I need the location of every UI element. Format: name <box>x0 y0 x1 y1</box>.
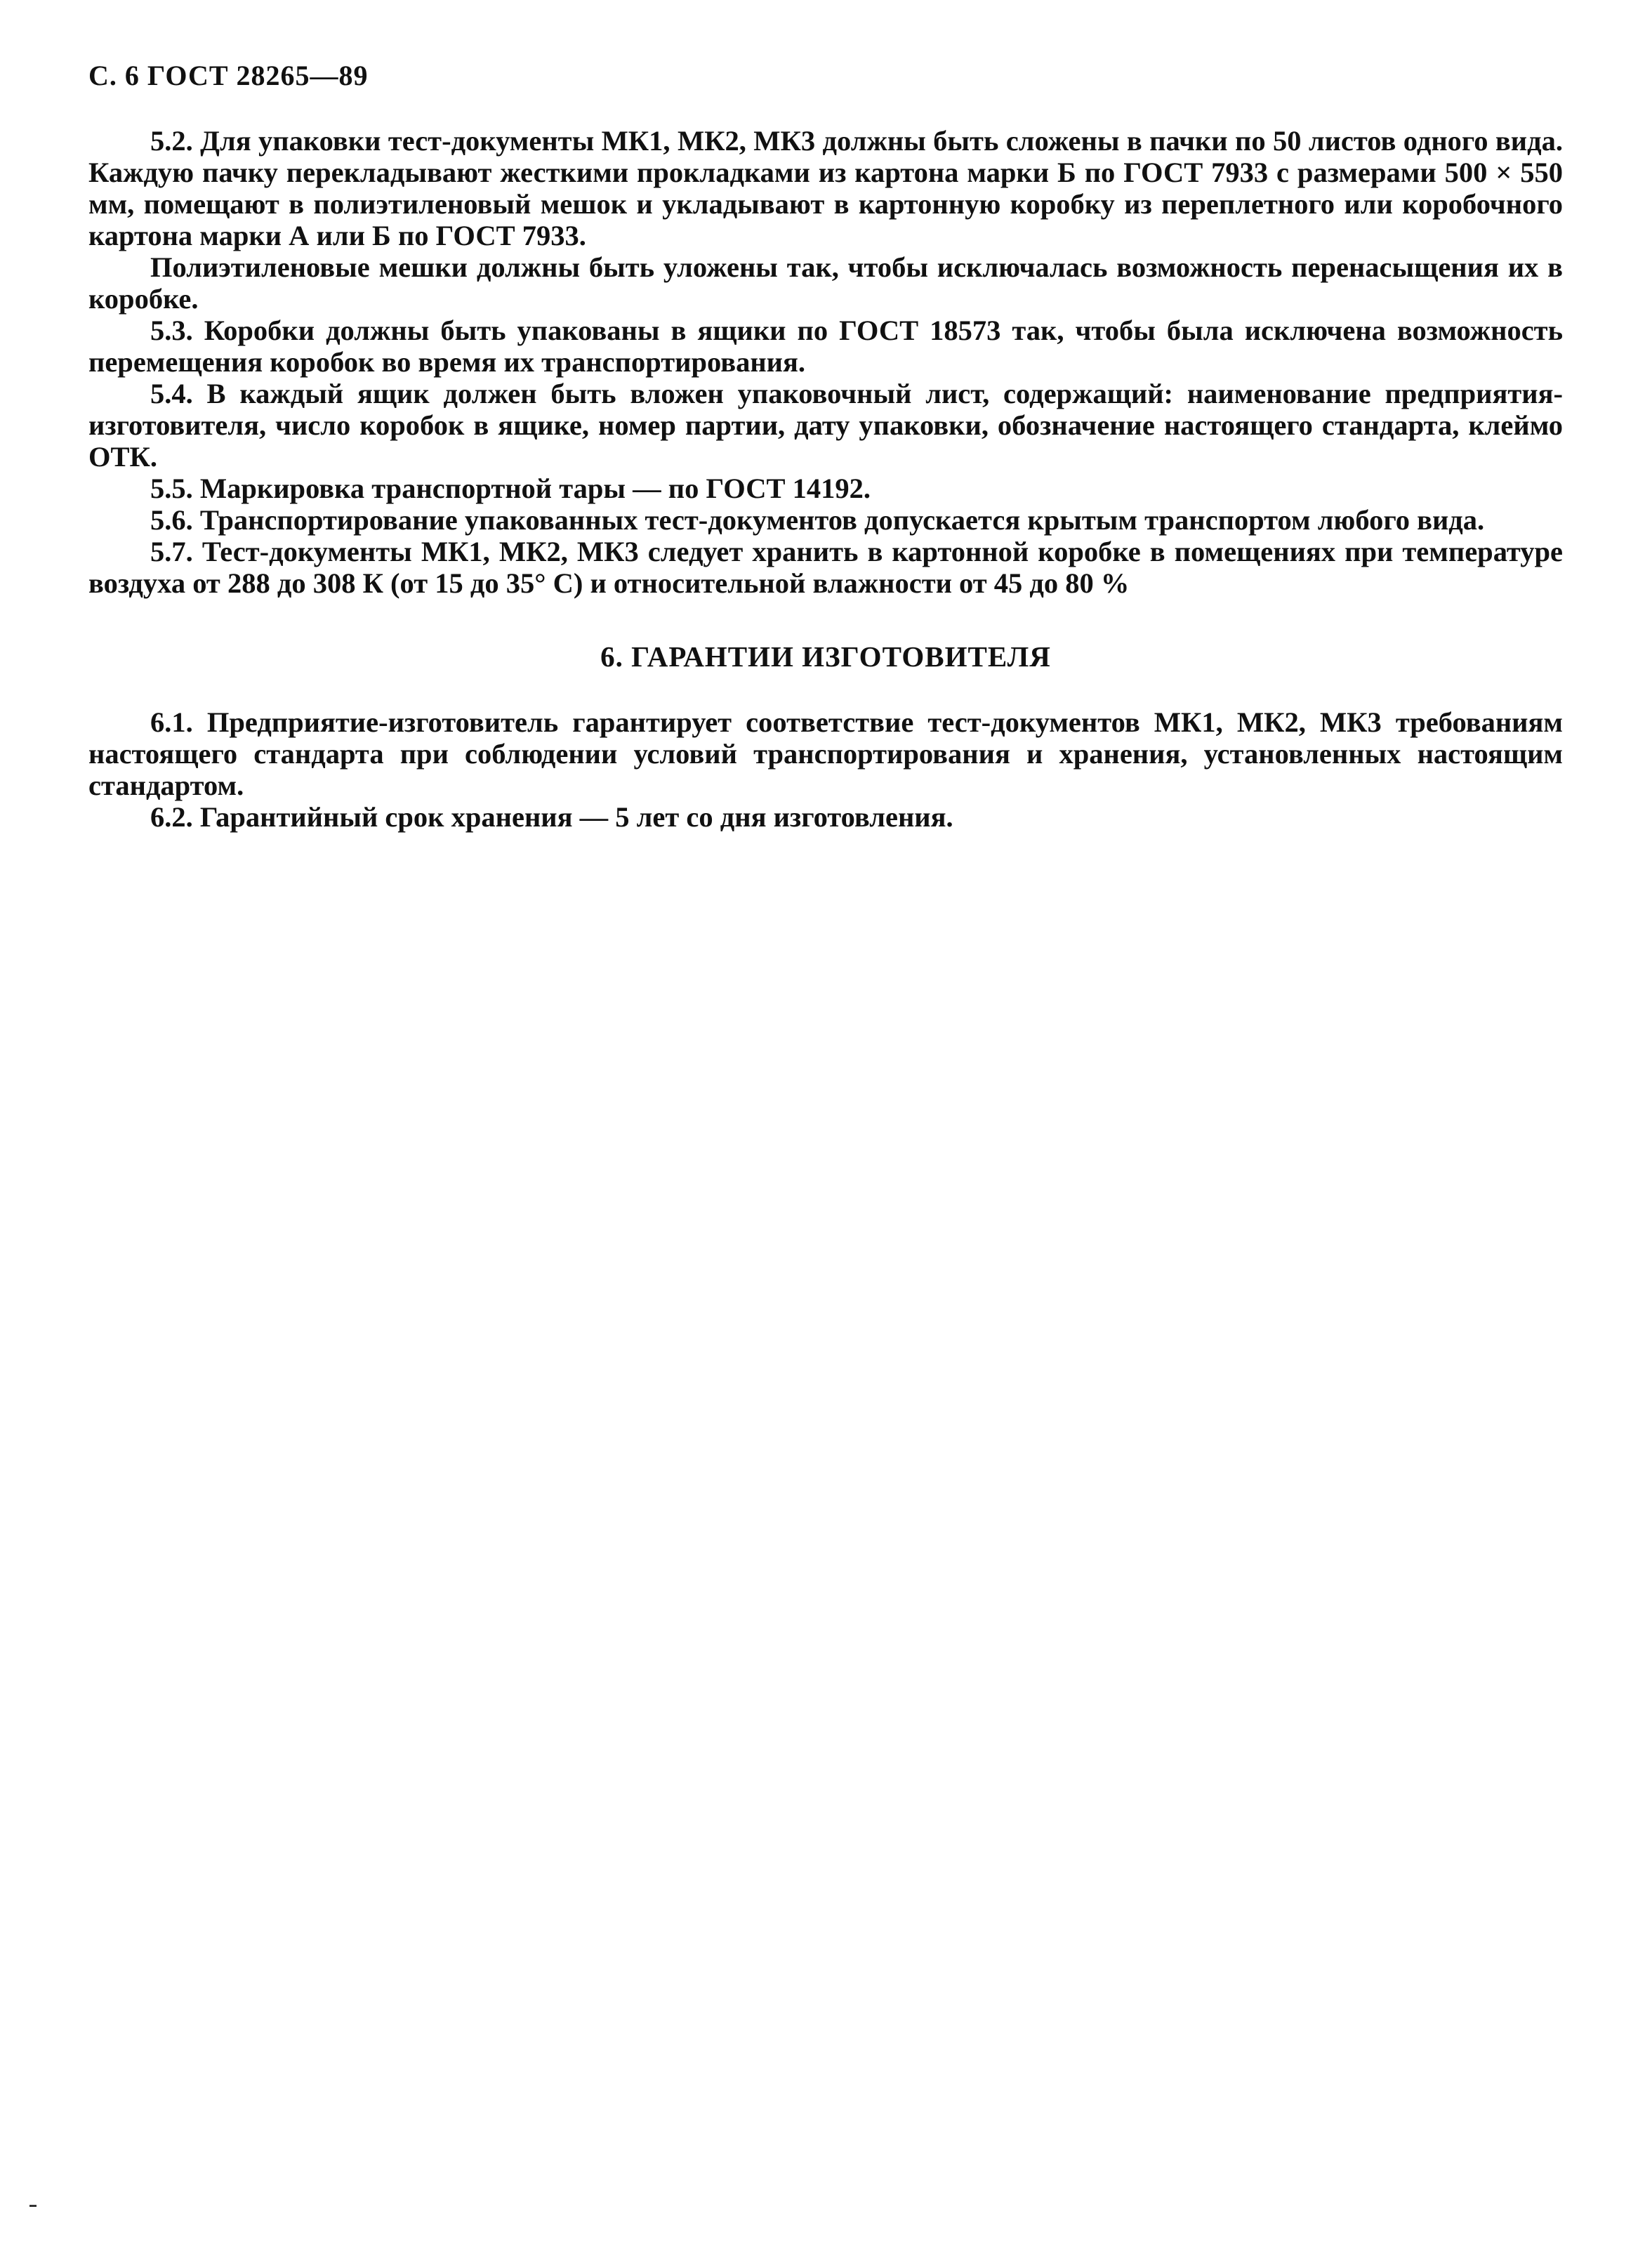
paragraph-5-2: 5.2. Для упаковки тест-документы МК1, МК2, МК3 должны быть сложены в пачки по 50 листов одного вида. Каждую пачку перекладывают жесткими прокладками из картона марки Б по ГОСТ 7933 с размерами 500 × 550 мм, помещают в полиэтиленовый мешок и укладывают в картонную коробку из переплетного или коробочного картона марки А или Б по ГОСТ 7933. <box>88 125 1563 251</box>
paragraph-6-2: 6.2. Гарантийный срок хранения — 5 лет со дня изготовления. <box>150 801 953 833</box>
page-header: С. 6 ГОСТ 28265—89 <box>88 60 369 91</box>
section-title: 6. ГАРАНТИИ ИЗГОТОВИТЕЛЯ <box>600 640 1051 673</box>
paragraph-6-1: 6.1. Предприятие-изготовитель гарантирует соответствие тест-документов МК1, МК2, МК3 требованиям настоящего стандарта при соблюдении условий транспортирования и хранения, установленных настоящим стандартом. <box>88 706 1563 801</box>
paragraph-5-2-cont: Полиэтиленовые мешки должны быть уложены так, чтобы исключалась возможность перенасыщения их в коробке. <box>88 251 1563 315</box>
paragraph-5-7: 5.7. Тест-документы МК1, МК2, МК3 следует хранить в картонной коробке в помещениях при температуре воздуха от 288 до 308 К (от 15 до 35° С) и относительной влажности от 45 до 80 % <box>88 536 1563 599</box>
scan-mark <box>29 2205 37 2207</box>
paragraph-5-4: 5.4. В каждый ящик должен быть вложен упаковочный лист, содержащий: наименование предприятия-изготовителя, число коробок в ящике, номер партии, дату упаковки, обозначение настоящего стандарта, клеймо ОТК. <box>88 378 1563 473</box>
paragraph-5-5: 5.5. Маркировка транспортной тары — по ГОСТ 14192. <box>150 473 871 504</box>
paragraph-5-6: 5.6. Транспортирование упакованных тест-документов допускается крытым транспортом любого вида. <box>150 504 1485 536</box>
paragraph-5-3: 5.3. Коробки должны быть упакованы в ящики по ГОСТ 18573 так, чтобы была исключена возможность перемещения коробок во время их транспортирования. <box>88 315 1563 378</box>
document-body <box>88 125 1563 833</box>
